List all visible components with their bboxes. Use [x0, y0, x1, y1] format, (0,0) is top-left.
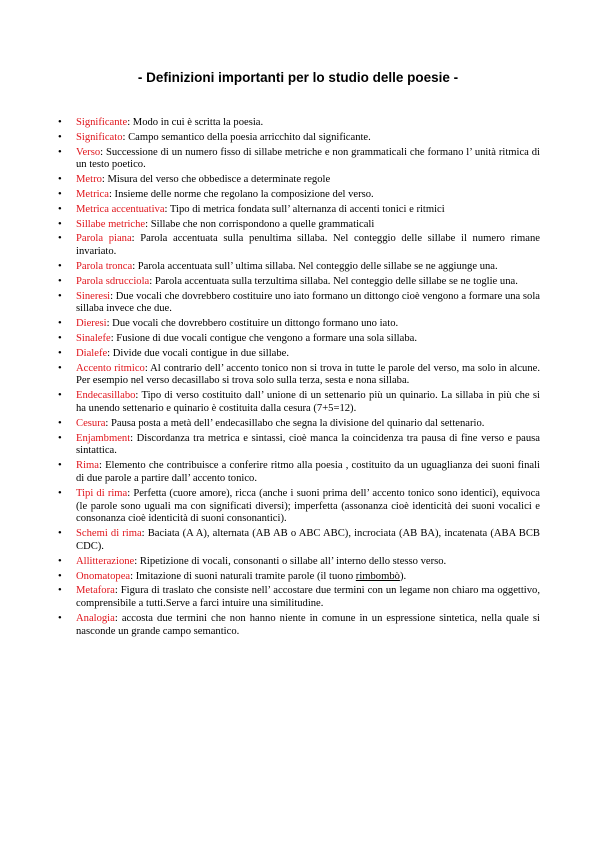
bullet-icon: • — [58, 585, 62, 597]
definition-term: Dialefe — [76, 347, 108, 359]
definition-term: Endecasillabo — [76, 390, 136, 402]
definition-term: Enjambment — [76, 432, 131, 444]
definition-term: Tipi di rima — [76, 487, 128, 499]
definition-item — [58, 333, 540, 346]
definition-text: : Figura di traslato che consiste nell’ accostare due termini con un legame non chiaro ma oggettivo, comprensibile a tutti.Serve a farci intuire una similitudine. — [76, 585, 540, 610]
definition-text: : Divide due vocali contigue in due sillabe. — [107, 347, 289, 359]
definition-item — [58, 204, 540, 217]
definition-text: : Imitazione di suoni naturali tramite parole (il tuono — [130, 570, 356, 582]
bullet-icon: • — [58, 432, 62, 444]
definition-term: Significato — [76, 131, 123, 143]
definition-text: : Discordanza tra metrica e sintassi, cioè manca la coincidenza tra pausa di fine verso e pausa sintattica. — [76, 432, 540, 457]
page-title: - Definizioni importanti per lo studio delle poesie - — [137, 70, 459, 85]
bullet-icon: • — [58, 203, 62, 215]
definition-text: : Due vocali che dovrebbero costituire un dittongo formano uno iato. — [106, 318, 399, 330]
definition-item — [58, 433, 540, 459]
underlined-word: rimbombò — [355, 570, 400, 582]
bullet-icon: • — [58, 233, 62, 245]
definition-item — [58, 147, 540, 173]
definition-text: : Due vocali che dovrebbero costituire uno iato formano un dittongo cioè vengono a formare una sola sillaba invece che due. — [76, 290, 540, 315]
definition-text: : Sillabe che non corrispondono a quelle grammaticali — [145, 218, 375, 230]
definition-text: : Parola accentuata sulla penultima sillaba. Nel conteggio delle sillabe il numero rimane invariato. — [76, 233, 540, 258]
definition-text-end: ). — [399, 570, 407, 582]
bullet-icon: • — [58, 390, 62, 402]
definition-item — [58, 261, 540, 274]
definition-text: : Modo in cui è scritta la poesia. — [127, 117, 264, 128]
definition-item — [58, 219, 540, 232]
definition-text: : Perfetta (cuore amore), ricca (anche i suoni prima dell’ accento tonico sono identici), equivoca (le parole sono uguali ma con significati diversi); imperfetta (assonanza cioè identicità dei suoni vocalici e consonanza cioè identicità di suoni consonantici). — [76, 487, 540, 525]
bullet-icon: • — [58, 174, 62, 186]
definition-term: Parola tronca — [76, 260, 133, 272]
definition-term: Metro — [76, 174, 102, 186]
definition-text: : Ripetizione di vocali, consonanti o sillabe all’ interno dello stesso verso. — [134, 555, 447, 567]
bullet-icon: • — [58, 555, 62, 567]
definition-term: Metrica — [76, 188, 109, 200]
definition-text: : Misura del verso che obbedisce a determinate regole — [101, 174, 331, 186]
definition-text: : Parola accentuata sull’ ultima sillaba. Nel conteggio delle sillabe se ne aggiunge una. — [132, 260, 498, 272]
definition-term: Parola sdrucciola — [76, 275, 150, 287]
definition-item — [58, 348, 540, 361]
definition-text: : accosta due termini che non hanno niente in comune in un espressione sintetica, nella quale si nasconde un grande campo semantico. — [76, 612, 540, 637]
definition-text: : Insieme delle norme che regolano la composizione del verso. — [108, 188, 374, 200]
bullet-icon: • — [58, 570, 62, 582]
definition-term: Sineresi — [76, 290, 111, 302]
definition-item — [58, 528, 540, 554]
definition-item — [58, 174, 540, 187]
definition-term: Analogia — [76, 612, 115, 624]
bullet-icon: • — [58, 460, 62, 472]
bullet-icon: • — [58, 188, 62, 200]
definition-item — [58, 318, 540, 331]
definition-item — [58, 363, 540, 389]
definition-term: Cesura — [76, 417, 106, 429]
bullet-icon: • — [58, 218, 62, 230]
bullet-icon: • — [58, 275, 62, 287]
bullet-icon: • — [58, 290, 62, 302]
definition-text: : Fusione di due vocali contigue che vengono a formare una sola sillaba. — [110, 332, 417, 344]
bullet-icon: • — [58, 417, 62, 429]
bullet-icon: • — [58, 528, 62, 540]
definition-term: Metafora — [76, 585, 115, 597]
bullet-icon: • — [58, 131, 62, 143]
definition-text: : Parola accentuata sulla terzultima sillaba. Nel conteggio delle sillabe se ne toglie una. — [149, 275, 518, 287]
definition-term: Verso — [76, 146, 101, 158]
definition-text: : Campo semantico della poesia arricchito dal significante. — [122, 131, 371, 143]
bullet-icon: • — [58, 117, 62, 128]
definition-term: Sillabe metriche — [76, 218, 146, 230]
definition-term: Sinalefe — [76, 332, 111, 344]
definition-term: Significante — [76, 117, 128, 128]
definition-text: : Baciata (A A), alternata (AB AB o ABC ABC), incrociata (AB BA), incatenata (ABA BCB CDC). — [76, 528, 540, 552]
bullet-icon: • — [58, 332, 62, 344]
definition-item — [58, 276, 540, 289]
definitions-list — [58, 117, 540, 640]
bullet-icon: • — [58, 260, 62, 272]
definition-item — [58, 291, 540, 317]
definition-term: Accento ritmico — [76, 362, 145, 374]
bullet-icon: • — [58, 487, 62, 499]
definition-text: : Tipo di metrica fondata sull’ alternanza di accenti tonici e ritmici — [164, 203, 445, 215]
definition-item — [58, 571, 540, 584]
definition-term: Schemi di rima — [76, 528, 142, 540]
definition-term: Dieresi — [76, 318, 107, 330]
bullet-icon: • — [58, 318, 62, 330]
definition-text: : Tipo di verso costituito dall’ unione di un settenario più un quinario. La sillaba in più che si ha unendo settenario e quinario è costituita dalla cesura (7+5=12). — [76, 390, 540, 414]
bullet-icon: • — [58, 362, 62, 374]
definition-item — [58, 132, 540, 145]
definition-item — [58, 460, 540, 486]
definition-item — [58, 189, 540, 202]
definition-term: Rima — [76, 460, 99, 472]
bullet-icon: • — [58, 347, 62, 359]
definition-item — [58, 488, 540, 526]
definition-item — [58, 233, 540, 259]
definition-text: : Elemento che contribuisce a conferire ritmo alla poesia , costituito da un uguaglianza dei suoni finali di due parole a partire dall’ accento tonico. — [76, 460, 540, 484]
definition-item — [58, 556, 540, 569]
definition-text: : Al contrario dell’ accento tonico non si trova in tutte le parole del verso, ma solo in alcune. Per esempio nel verso decasillabo si trova solo sulla terza, sesta e nona sillaba. — [76, 362, 541, 387]
definition-text: : Pausa posta a metà dell’ endecasillabo che segna la divisione del quinario dal settenario. — [105, 417, 485, 429]
definition-item — [58, 613, 540, 639]
definition-term: Metrica accentuativa — [76, 203, 165, 215]
definition-text: : Successione di un numero fisso di sillabe metriche e non grammaticali che formano l’ unità ritmica di un testo poetico. — [76, 146, 540, 171]
definition-item — [58, 585, 540, 611]
definition-item — [58, 418, 540, 431]
definition-term: Allitterazione — [76, 555, 135, 567]
definition-item — [58, 390, 540, 416]
definition-term: Parola piana — [76, 233, 132, 245]
definition-term: Onomatopea — [76, 570, 131, 582]
bullet-icon: • — [58, 612, 62, 624]
bullet-icon: • — [58, 146, 62, 158]
definition-item — [58, 117, 540, 130]
